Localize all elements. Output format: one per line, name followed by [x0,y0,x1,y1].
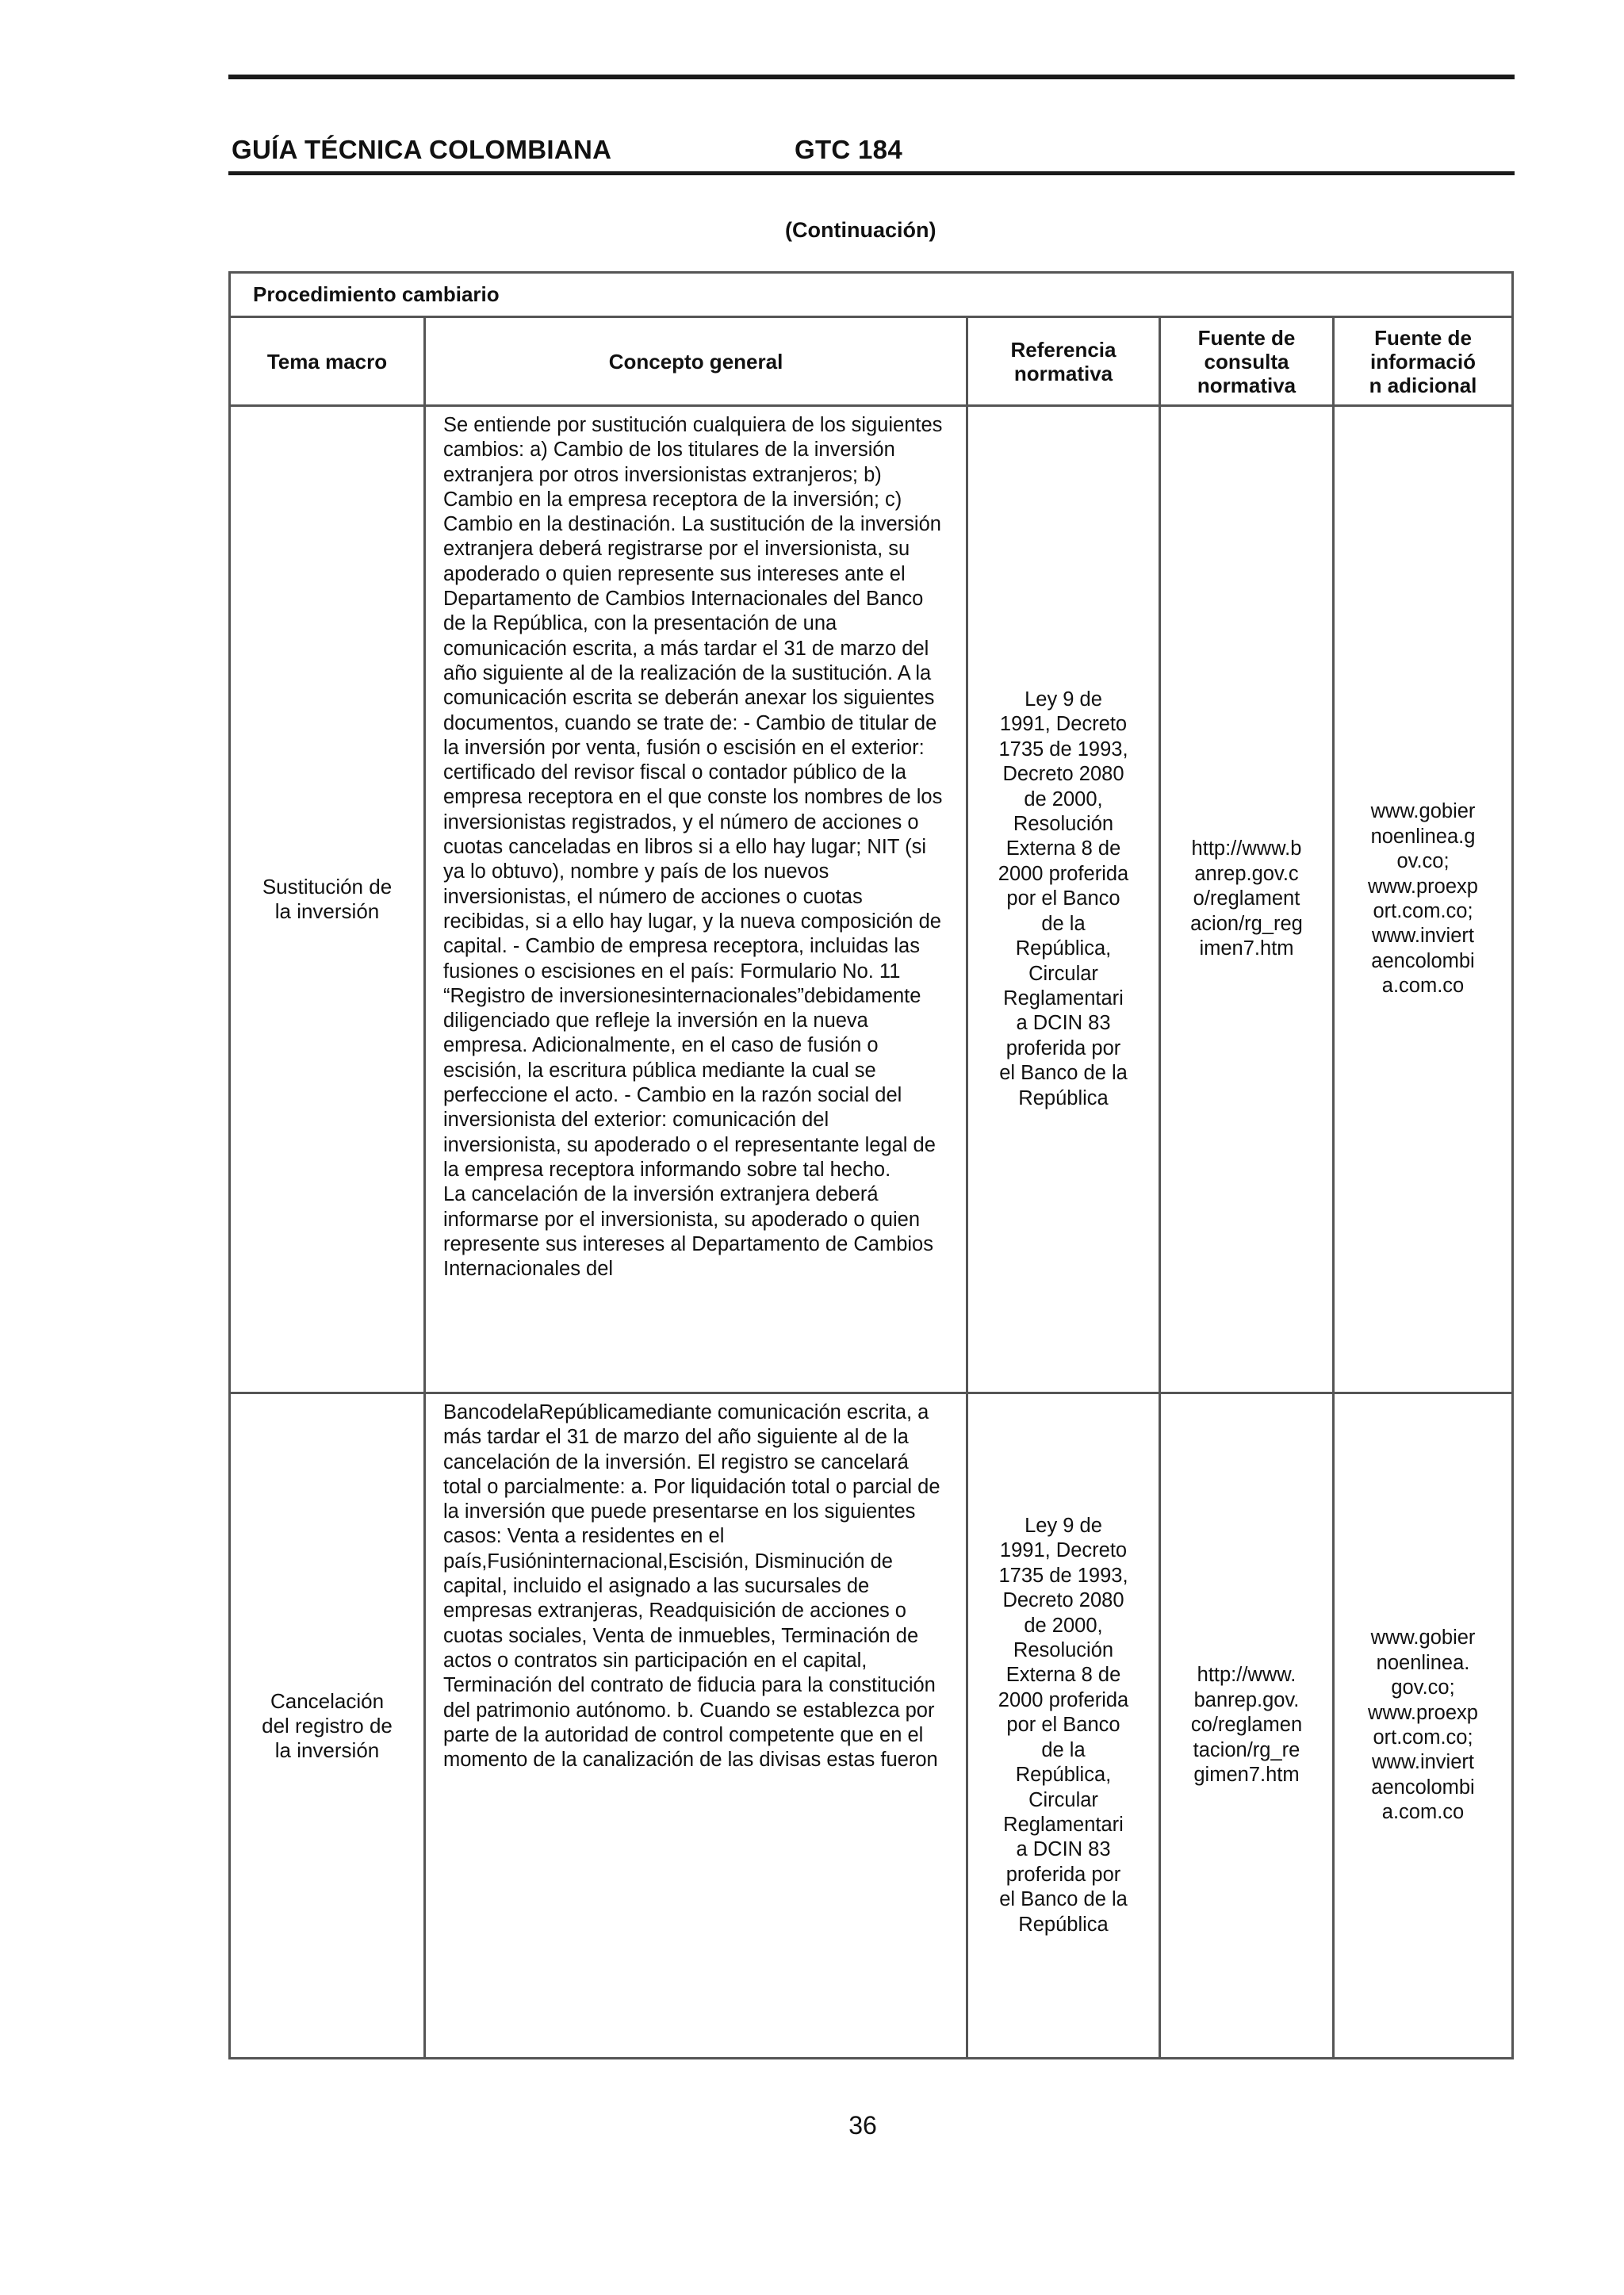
info-links-cell[interactable]: www.gobier noenlinea.g ov.co; www.proexp ort.com.co; www.inviert aencolombi a.com.co [1334,406,1513,1393]
concepto-cell [425,1393,967,2059]
page-number-container [0,2111,1624,2140]
column-header-tema: Tema macro [230,317,425,406]
column-header-fuente-consulta: Fuente de consulta normativa [1160,317,1334,406]
document-title: GUÍA TÉCNICA COLOMBIANA [232,135,612,164]
referencia-cell: Ley 9 de 1991, Decreto 1735 de 1993, Decreto 2080 de 2000, Resolución Externa 8 de 2000 proferida por el Banco de la República, Circular Reglamentari a DCIN 83 proferida por el Banco de la República [967,406,1160,1393]
fuente-link-cell[interactable]: http://www. banrep.gov. co/reglamen tacion/rg_re gimen7.htm [1160,1393,1334,2059]
document-code: GTC 184 [795,135,902,164]
table-row [230,406,1513,1393]
column-header-fuente-info: Fuente de informació n adicional [1334,317,1513,406]
info-links-cell[interactable]: www.gobier noenlinea. gov.co; www.proexp ort.com.co; www.inviert aencolombi a.com.co [1334,1393,1513,2059]
page-number: 36 [848,2111,877,2140]
continuation-label: (Continuación) [785,218,936,242]
tema-cell: Sustitución de la inversión [230,406,425,1393]
referencia-cell: Ley 9 de 1991, Decreto 1735 de 1993, Decreto 2080 de 2000, Resolución Externa 8 de 2000 proferida por el Banco de la República, Circular Reglamentari a DCIN 83 proferida por el Banco de la República [967,1393,1160,2059]
procedure-table [228,271,1511,2057]
concepto-text-continued: La cancelación de la inversión extranjera deberá informarse por el inversionista, su apoderado o quien represente sus intereses al Departamento de Cambios Internacionales del [443,1183,933,1281]
concepto-text: Se entiende por sustitución cualquiera de los siguientes cambios: a) Cambio de los titulares de la inversión extranjera por otros inversionistas extranjeros; b) Cambio en la empresa receptora de la inversión; c) Cambio en la destinación. La sustitución de la inversión extranjera deberá registrarse por el inversionista, su apoderado o quien represente sus intereses ante el Departamento de Cambios Internacionales del Banco de la República, con la presentación de una comunicación escrita, a más tardar el 31 de marzo del año siguiente al de la realización de la sustitución. A la comunicación escrita se deberán anexar los siguientes documentos, cuando se trate de: - Cambio de titular de la inversión por venta, fusión o escisión en el exterior: certificado del revisor fiscal o contador público de la empresa receptora en el que conste los nombres de los inversionistas registrados, y el número de acciones o cuotas canceladas en libros si a ello hay lugar; NIT (si ya lo obtuvo), nombre y país de los nuevos inversionistas, el número de acciones o cuotas recibidas, si a ello hay lugar, y la nueva composición de capital. - Cambio de empresa receptora, incluidas las fusiones o escisiones en el país: Formulario No. 11 “Registro de inversionesinternacionales”debidamente diligenciado que refleje la inversión en la nueva empresa. Adicionalmente, en el caso de fusión o escisión, la escritura pública mediante la cual se perfeccione el acto. - Cambio en la razón social del inversionista del exterior: comunicación del inversionista, su apoderado o el representante legal de la empresa receptora informando sobre tal hecho. [443,414,943,1181]
table-section-title: Procedimiento cambiario [230,273,1513,317]
top-rule [228,75,1515,79]
tema-cell: Cancelación del registro de la inversión [230,1393,425,2059]
concepto-cell [425,406,967,1393]
table-row [230,1393,1513,2059]
table-header-row [230,317,1513,406]
column-header-concepto: Concepto general [425,317,967,406]
concepto-text: BancodelaRepúblicamediante comunicación escrita, a más tardar el 31 de marzo del año siguiente al de la cancelación de la inversión. El registro se cancelará total o parcialmente: a. Por liquidación total o parcial de la inversión que puede presentarse en los siguientes casos: Venta a residentes en el país,Fusióninternacional,Escisión, Disminución de capital, incluido el asignado a las sucursales de empresas extranjeras, Readquisición de acciones o cuotas sociales, Venta de inmuebles, Terminación de actos o contratos sin participación en el capital, Terminación del contrato de fiducia para la constitución del patrimonio autónomo. b. Cuando se establezca por parte de la autoridad de control competente que en el momento de la canalización de las divisas estas fueron [443,1401,940,1772]
header-rule [228,171,1515,175]
fuente-link-cell[interactable]: http://www.b anrep.gov.c o/reglament acion/rg_reg imen7.htm [1160,406,1334,1393]
column-header-referencia: Referencia normativa [967,317,1160,406]
